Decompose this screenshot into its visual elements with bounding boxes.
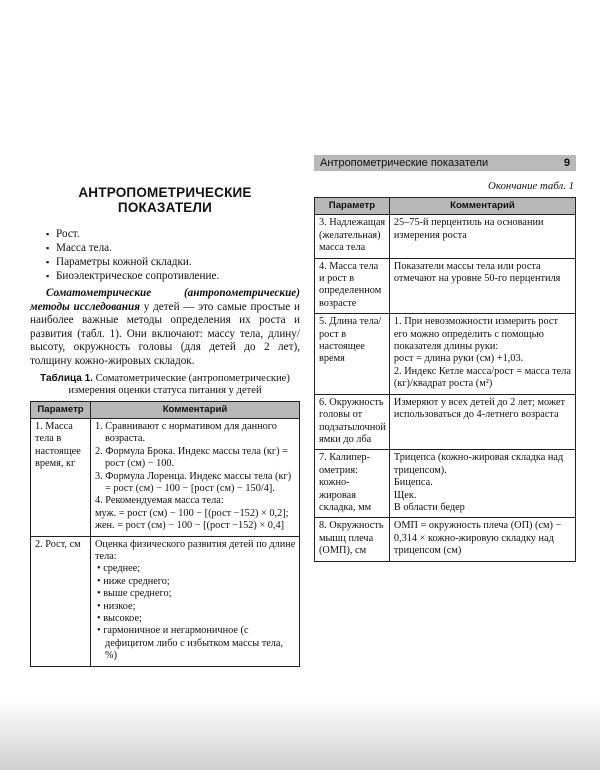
intro-text: у детей — это самые простые и наиболее важные методы определения их роста и развития (табл. 1). Они включают: массу тела, длину/высоту, окружность головы (для детей до 2 лет), толщину кожно-жировых складок. — [30, 300, 301, 367]
bullet-item: ▪ Масса тела. — [46, 241, 300, 255]
table-row — [31, 536, 300, 666]
dot-item: • выше среднего; — [97, 588, 172, 600]
table-caption-label: Таблица 1. — [40, 372, 93, 384]
bullet-item: ▪ Рост. — [46, 227, 300, 241]
left-page — [30, 185, 300, 667]
comment-line: жен. = рост (см) − 100 − [(рост −152) × 0,4] — [95, 520, 285, 532]
comment-line: В области бедер — [393, 501, 465, 513]
param-cell: 7. Калипер-ометрия: кожно-жировая складка, мм — [315, 450, 390, 518]
intro-italic: Соматометрические (антропометрические) методы исследования — [30, 287, 300, 313]
param-cell: 4. Масса тела и рост в определенном возрасте — [315, 258, 390, 314]
param-cell: 6. Окружность головы от подзатылочной ямки до лба — [315, 394, 390, 450]
comment-cell — [389, 258, 575, 314]
dot-item: • низкое; — [97, 600, 136, 612]
column-header-parameter: Параметр — [31, 401, 91, 418]
column-header-parameter: Параметр — [315, 198, 390, 215]
table-row — [315, 394, 576, 450]
bullet-item: ▪ Параметры кожной складки. — [46, 255, 300, 269]
table-row — [31, 418, 300, 536]
param-cell: 1. Масса тела в настоящее время, кг — [31, 418, 91, 536]
dot-item: • гармоничное и негармоничное (с дефицитом либо с избытком массы тела, %) — [97, 625, 284, 662]
somatometric-table-continued — [314, 197, 576, 562]
param-cell: 5. Длина тела/рост в настоящее время — [315, 314, 390, 394]
comment-line: 4. Рекомендуемая масса тела: — [95, 495, 224, 507]
comment-line: 25–75-й перцентиль на основании измерения роста — [393, 217, 544, 241]
scan-edge-shadow — [0, 700, 600, 770]
comment-cell — [389, 394, 575, 450]
bullet-list — [30, 227, 300, 283]
comment-line: 2. Индекс Кетле масса/рост = масса тела (кг)/квадрат роста (м²) — [393, 365, 571, 390]
right-page — [314, 155, 576, 562]
comment-line: Оценка физического развития детей по длине тела: — [95, 538, 296, 563]
intro-paragraph — [30, 287, 300, 369]
table-row — [315, 258, 576, 314]
comment-line: муж. = рост (см) − 100 − [(рост −152) × 0,2]; — [95, 507, 289, 519]
table-continuation-label: Окончание табл. 1 — [488, 180, 574, 192]
dot-item: • среднее; — [97, 563, 141, 575]
param-cell: 8. Окружность мышц плеча (ОМП), см — [315, 518, 390, 561]
param-cell: 2. Рост, см — [31, 536, 91, 666]
comment-line: 3. Формула Лоренца. Индекс массы тела (кг) = рост (см) − 100 − [рост (см) − 150/4]. — [95, 470, 292, 494]
comment-line: 1. Сравнивают с нормативом для данного возраста. — [95, 420, 277, 445]
table-caption — [30, 373, 300, 398]
page-title: АНТРОПОМЕТРИЧЕСКИЕ ПОКАЗАТЕЛИ — [78, 185, 252, 215]
comment-line: рост = длина руки (см) +1,03. — [393, 353, 524, 365]
comment-line: 1. При невозможности измерить рост его можно определить с помощью показателя длины руки: — [393, 316, 558, 353]
comment-cell — [91, 418, 300, 536]
comment-cell — [389, 215, 575, 258]
comment-line: Бицепса. — [393, 477, 433, 489]
table-row — [315, 518, 576, 561]
column-header-comment: Комментарий — [91, 401, 300, 418]
comment-line: Щек. — [393, 489, 417, 501]
comment-cell — [389, 450, 575, 518]
table-row — [315, 314, 576, 394]
table-caption-text: Соматометрические (антропометрические) измерения оценки статуса питания у детей — [68, 372, 290, 397]
comment-cell — [389, 314, 575, 394]
dot-item: • ниже среднего; — [97, 575, 170, 587]
somatometric-table — [30, 401, 300, 667]
comment-line: Показатели массы тела или роста отмечают на уровне 50-го перцентиля — [393, 260, 561, 285]
table-row — [315, 450, 576, 518]
comment-line: 2. Формула Брока. Индекс массы тела (кг) = рост (см) − 100. — [95, 445, 288, 470]
page-number: 9 — [563, 157, 570, 169]
param-cell: 3. Надлежащая (желательная) масса тела — [315, 215, 390, 258]
column-header-comment: Комментарий — [389, 198, 575, 215]
comment-line: ОМП = окружность плеча (ОП) (см) − 0,314 × кожно-жировую складку над трицепсом (см) — [393, 520, 562, 557]
comment-cell — [91, 536, 300, 666]
dot-item: • высокое; — [97, 613, 142, 625]
running-header — [314, 155, 576, 171]
comment-cell — [389, 518, 575, 561]
running-header-title: Антропометрические показатели — [320, 157, 489, 169]
comment-line: Измеряют у всех детей до 2 лет; может использоваться до 4-летнего возраста — [393, 396, 565, 421]
bullet-item: ▪ Биоэлектрическое сопротивление. — [46, 269, 300, 283]
table-row — [315, 215, 576, 258]
comment-line: Трицепса (кожно-жировая складка над трицепсом). — [393, 452, 564, 476]
